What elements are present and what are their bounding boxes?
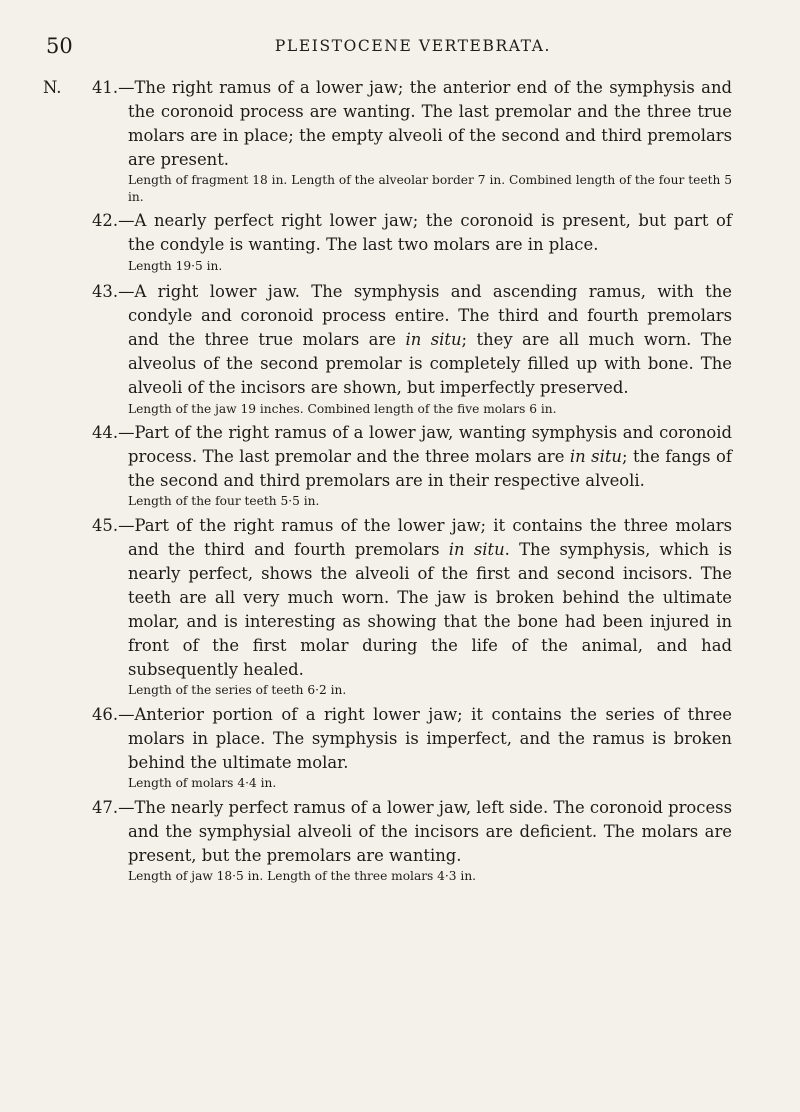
entry-45 — [92, 514, 732, 683]
entry-number: 44. — [92, 423, 119, 443]
entry-text-part: —Part of the right ramus of the lower jaw; it contains the three molars and the third and fourth premolars — [118, 515, 732, 559]
entry-text: —The nearly perfect ramus of a lower jaw, left side. The coronoid process and the symphysial alveoli of the incisors are deficient. The molars are present, but the premolars are wanting. — [118, 797, 732, 865]
entry-number: 42. — [92, 211, 119, 231]
entry-number: 43. — [92, 282, 119, 302]
entry-42 — [92, 209, 732, 257]
measurement-note: Length of the four teeth 5·5 in. — [128, 494, 320, 509]
entry-text: —A nearly perfect right lower jaw; the coronoid is present, but part of the condyle is wanting. The last two molars are in place. — [118, 211, 732, 255]
measurement-note: Length of fragment 18 in. Length of the alveolar border 7 in. Combined length of the four teeth 5 in. — [128, 173, 732, 204]
entry-text-part: —A right lower jaw. The symphysis and ascending ramus, with the condyle and coronoid process entire. The third and fourth premolars and the three true molars are — [118, 282, 732, 350]
entry-number: 47. — [92, 797, 119, 817]
page-number: 50 — [46, 34, 73, 58]
entry-text-part: ; the fangs of the second and third premolars are in their respective alveoli. — [128, 447, 732, 491]
series-letter: N. — [43, 78, 62, 97]
entry-43 — [92, 280, 732, 400]
measurement-note: Length 19·5 in. — [128, 258, 223, 273]
measurement-note: Length of jaw 18·5 in. Length of the three molars 4·3 in. — [128, 869, 477, 884]
entry-text-part: . The symphysis, which is nearly perfect, shows the alveoli of the first and second incisors. The teeth are all very much worn. The jaw is broken behind the ultimate molar, and is interesting as showing that the bone had been injured in front of the first molar during the life of the animal, and had subsequently healed. — [128, 539, 733, 680]
entry-number: 46. — [92, 704, 119, 724]
entry-47 — [92, 796, 732, 868]
measurement-note: Length of the jaw 19 inches. Combined length of the five molars 6 in. — [128, 401, 557, 416]
entry-text: —Anterior portion of a right lower jaw; it contains the series of three molars in place. The symphysis is imperfect, and the ramus is broken behind the ultimate molar. — [118, 704, 732, 773]
catalogue-entries — [43, 76, 733, 889]
entry-44 — [92, 421, 732, 493]
entry-text-part: ; they are all much worn. The alveolus of the second premolar is completely filled up with bone. The alveoli of the incisors are shown, but imperfectly preserved. — [128, 330, 732, 398]
entry-41 — [43, 76, 732, 172]
entry-number: 45. — [92, 515, 119, 535]
entry-text-part: —Part of the right ramus of a lower jaw, wanting symphysis and coronoid process. The last premolar and the three molars are — [118, 423, 732, 467]
entry-italic-term: in situ — [405, 330, 462, 350]
measurement-note: Length of the series of teeth 6·2 in. — [128, 683, 347, 698]
entry-italic-term: in situ — [569, 447, 622, 467]
entry-number: 41. — [92, 78, 119, 97]
entry-text: —The right ramus of a lower jaw; the anterior end of the symphysis and the coronoid process are wanting. The last premolar and the three true molars are in place; the empty alveoli of the second and third premolars are present. — [118, 78, 732, 170]
running-title: PLEISTOCENE VERTEBRATA. — [274, 37, 552, 55]
page-header — [46, 34, 740, 58]
entry-italic-term: in situ — [448, 539, 505, 559]
entry-46 — [92, 703, 732, 775]
measurement-note: Length of molars 4·4 in. — [128, 776, 277, 791]
